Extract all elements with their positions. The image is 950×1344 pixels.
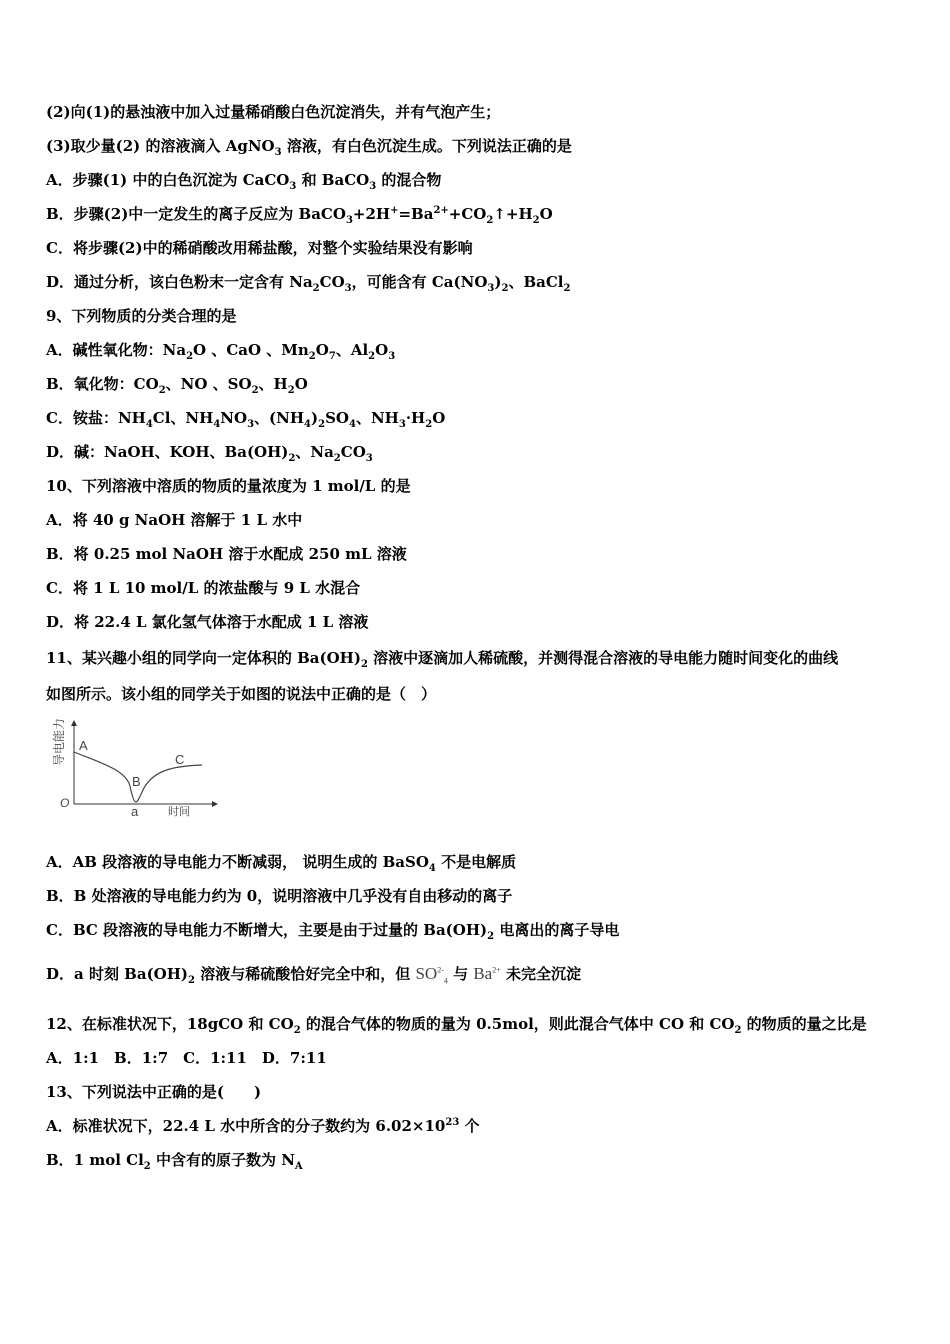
question-11-option-d: D．a 时刻 $Ba(OH)_2$ 溶液与稀硫酸恰好完全中和，但 $SO^{2-}_4$ 与 $Ba^{2+}$ 未完全沉淀	[46, 964, 581, 986]
point-a-label: A	[79, 738, 88, 753]
barium-ion: $Ba^{2+}$	[473, 964, 501, 983]
question-13-option-b: B．1 mol $Cl_2$ 中含有的原子数为 $N_A$	[46, 1151, 303, 1172]
question-8-option-a: A．步骤(1) 中的白色沉淀为 CaCO$_3$ 和 BaCO$_3$ 的混合物	[46, 171, 442, 192]
y-axis-label: 导电能力	[52, 718, 66, 766]
question-11-stem-line-2: 如图所示。该小组的同学关于如图的说法中正确的是（ ）	[46, 685, 437, 703]
question-9-option-b: B．氧化物：$CO_2$、NO 、$SO_2$、$H_2O$	[46, 375, 308, 396]
question-11-option-c: C．BC 段溶液的导电能力不断增大，主要是由于过量的 $Ba(OH)_2$ 电离出的离子导电	[46, 921, 620, 942]
question-9-option-a: A．碱性氧化物：$Na_2O$ 、CaO 、$Mn_2O_7$、$Al_2O_3$	[46, 341, 396, 362]
question-8-option-d: D．通过分析，该白色粉末一定含有 $Na_2CO_3$，可能含有 $Ca(NO_3)_2$、BaCl$_2$	[46, 273, 571, 294]
point-b-label: B	[132, 774, 141, 789]
question-13-stem: 13、下列说法中正确的是( )	[46, 1083, 262, 1101]
question-9-stem: 9、下列物质的分类合理的是	[46, 307, 237, 325]
question-10-option-b: B．将 0.25 mol NaOH 溶于水配成 250 mL 溶液	[46, 545, 407, 563]
y-axis-arrow	[71, 720, 77, 726]
question-8-option-b: B．步骤(2)中一定发生的离子反应为 $BaCO_3+2H^+=Ba^{2+}+CO_2↑+H_2O$	[46, 205, 553, 226]
question-10-option-c: C．将 1 L 10 mol/L 的浓盐酸与 9 L 水混合	[46, 579, 361, 597]
question-9-option-c: C．铵盐：$NH_4Cl$、$NH_4NO_3$、$(NH_4)_2SO_4$、$NH_3\cdot H_2O$	[46, 409, 446, 430]
question-11-option-b: B．B 处溶液的导电能力约为 0，说明溶液中几乎没有自由移动的离子	[46, 887, 513, 905]
question-12-options: A．1:1 B．1:7 C．1:11 D．7:11	[46, 1049, 327, 1067]
question-10-option-d: D．将 22.4 L 氯化氢气体溶于水配成 1 L 溶液	[46, 613, 369, 631]
question-8-step-3: (3)取少量(2) 的溶液滴入 AgNO$_3$ 溶液，有白色沉淀生成。下列说法正确的是	[46, 137, 572, 158]
conductivity-graph	[46, 718, 221, 822]
question-12-stem: 12、在标准状况下，18gCO 和 $CO_2$ 的混合气体的物质的量为 0.5mol，则此混合气体中 CO 和 $CO_2$ 的物质的量之比是	[46, 1015, 867, 1036]
origin-label: O	[60, 796, 70, 810]
question-11-option-a: A．AB 段溶液的导电能力不断减弱， 说明生成的 BaSO$_4$ 不是电解质	[46, 853, 517, 874]
question-8-option-c: C．将步骤(2)中的稀硝酸改用稀盐酸，对整个实验结果没有影响	[46, 239, 473, 257]
x-axis-arrow	[212, 801, 218, 807]
question-8-step-2: (2)向(1)的悬浊液中加入过量稀硝酸白色沉淀消失，并有气泡产生；	[46, 103, 501, 121]
x-axis-label: 时间	[168, 806, 190, 818]
question-11-stem-line-1: 11、某兴趣小组的同学向一定体积的 $Ba(OH)_2$ 溶液中逐滴加人稀硫酸，并测得混合溶液的导电能力随时间变化的曲线	[46, 649, 839, 670]
tick-a-label: a	[131, 804, 139, 819]
point-c-label: C	[175, 752, 185, 767]
question-13-option-a: A．标准状况下，22.4 L 水中所含的分子数约为 $6.02\times 10^{23}$ 个	[46, 1117, 480, 1135]
question-9-option-d: D．碱：NaOH、KOH、$Ba(OH)_2$、$Na_2CO_3$	[46, 443, 373, 464]
question-10-stem: 10、下列溶液中溶质的物质的量浓度为 1 mol/L 的是	[46, 477, 411, 495]
sulfate-ion: $SO^{2-}_4$	[415, 964, 448, 986]
question-10-option-a: A．将 40 g NaOH 溶解于 1 L 水中	[46, 511, 303, 529]
